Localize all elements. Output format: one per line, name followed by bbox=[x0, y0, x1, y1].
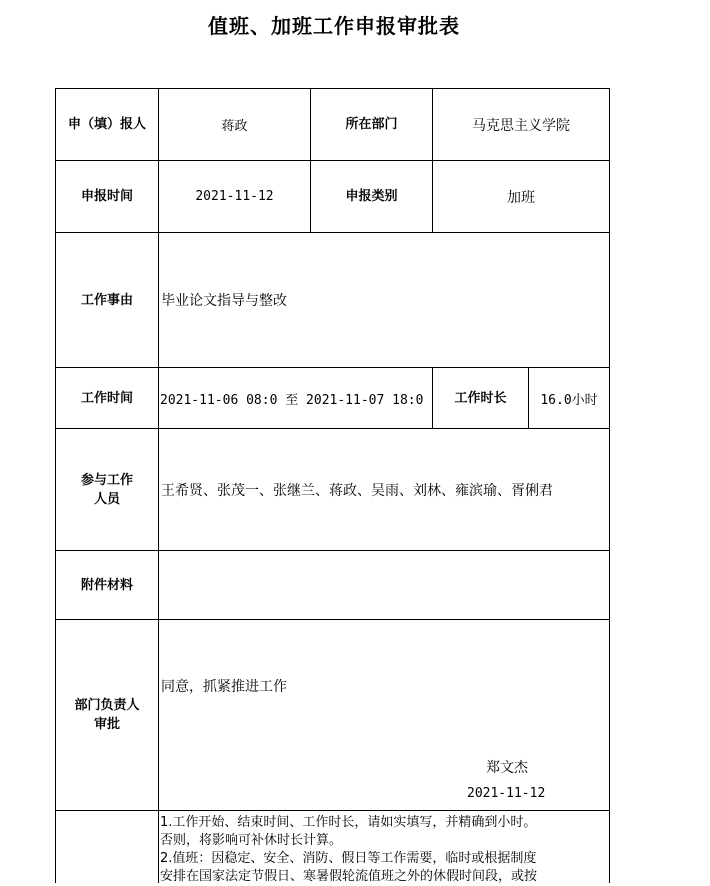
participants-label-line1: 参与工作 bbox=[80, 472, 133, 488]
approval-label bbox=[56, 620, 158, 810]
category-label: 申报类别 bbox=[345, 189, 398, 204]
department-value: 马克思主义学院 bbox=[472, 117, 570, 134]
date-value: 2021-11-12 bbox=[195, 189, 274, 204]
approver-name: 郑文杰 bbox=[486, 760, 528, 776]
duration-label: 工作时长 bbox=[454, 390, 507, 406]
attachments-label: 附件材料 bbox=[80, 577, 133, 593]
approval-opinion: 同意，抓紧推进工作 bbox=[161, 679, 287, 695]
date-label: 申报时间 bbox=[80, 189, 133, 204]
note-line: 1.工作开始、结束时间、工作时长，请如实填写，并精确到小时。 bbox=[160, 815, 537, 830]
time-value: 2021-11-06 08:0 至 2021-11-07 18:0 bbox=[160, 392, 424, 408]
applicant-label: 申（填）报人 bbox=[67, 117, 146, 132]
duration-value: 16.0小时 bbox=[540, 392, 598, 408]
attachments-value bbox=[161, 551, 607, 619]
approval-label-line2: 审批 bbox=[93, 717, 120, 732]
form-title: 值班、加班工作申报审批表 bbox=[208, 14, 460, 38]
approval-date: 2021-11-12 bbox=[467, 785, 546, 801]
participants-value: 王希贤、张茂一、张继兰、蒋政、吴雨、刘林、雍滨瑜、胥俐君 bbox=[161, 482, 553, 499]
note-line: 否则，将影响可补休时长计算。 bbox=[160, 833, 343, 848]
note-line: 安排在国家法定节假日、寒暑假轮流值班之外的休假时间段，或按 bbox=[160, 869, 538, 884]
participants-label-line2: 人员 bbox=[93, 491, 120, 507]
approval-label-line1: 部门负责人 bbox=[74, 698, 140, 713]
table-border bbox=[55, 810, 610, 811]
department-label: 所在部门 bbox=[345, 117, 398, 132]
note-line: 2.值班：因稳定、安全、消防、假日等工作需要，临时或根据制度 bbox=[160, 851, 537, 866]
table-border bbox=[609, 88, 610, 883]
reason-label: 工作事由 bbox=[80, 292, 133, 308]
applicant-value: 蒋政 bbox=[221, 119, 248, 134]
participants-label bbox=[56, 429, 158, 550]
time-label: 工作时间 bbox=[80, 390, 133, 406]
notes-text bbox=[160, 814, 606, 886]
reason-value: 毕业论文指导与整改 bbox=[161, 293, 287, 309]
category-value: 加班 bbox=[507, 189, 535, 206]
